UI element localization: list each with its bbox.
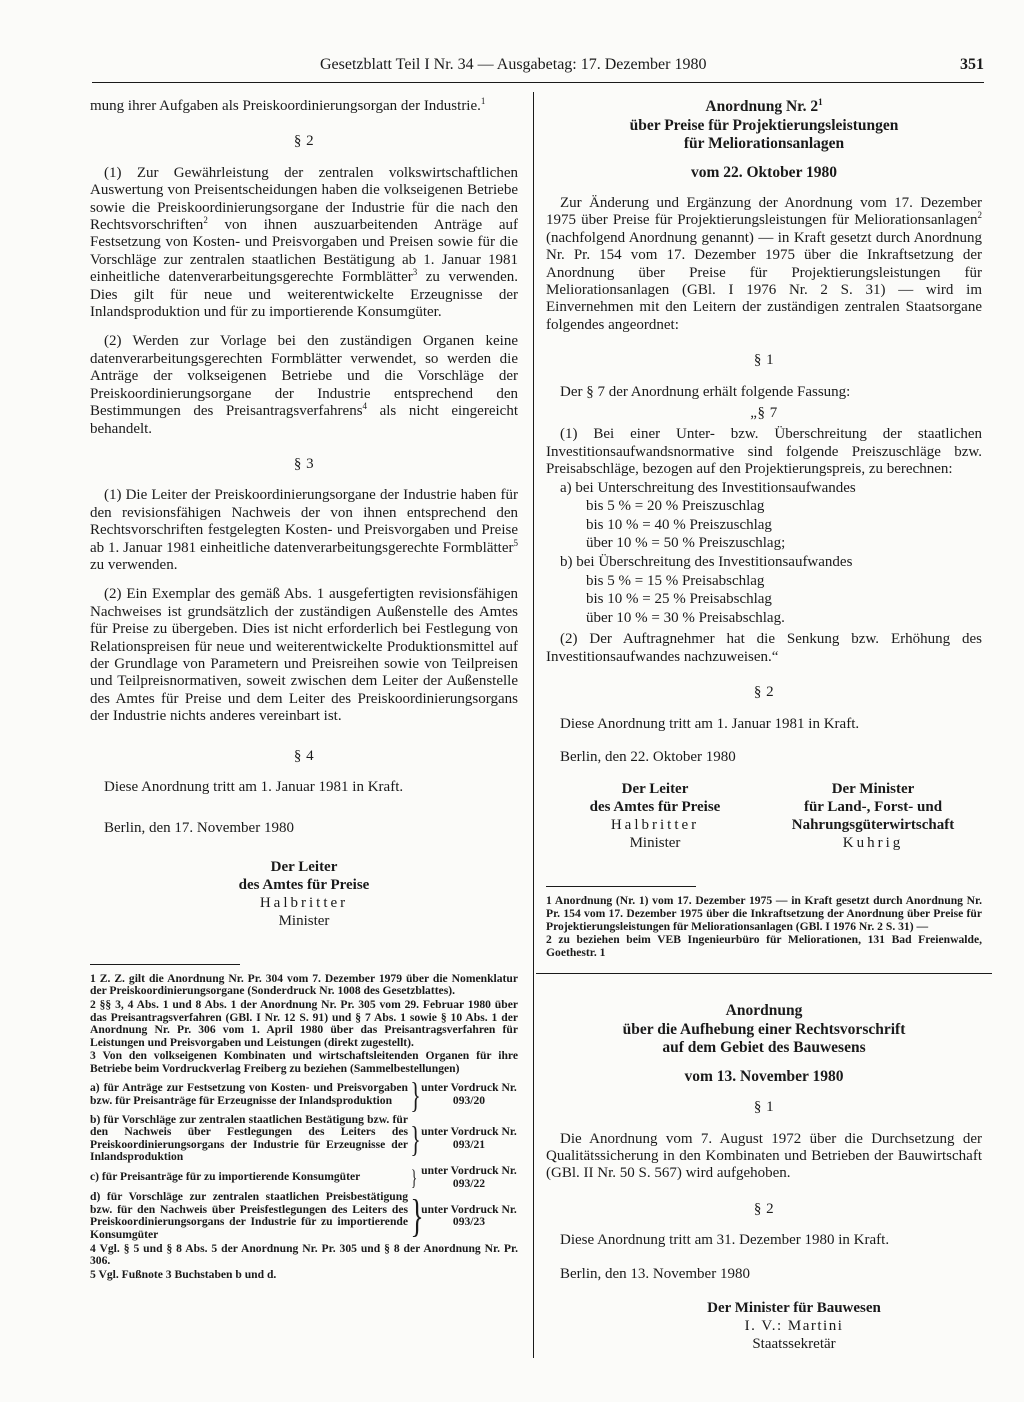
sig-line-1: Der Minister für Bauwesen [707, 1300, 881, 1317]
section-1-title: § 1 [753, 352, 775, 369]
text: Zur Änderung und Ergänzung der Anordnung vom 17. Dezember 1975 über Preise für Projektierungsleistungen für Meliorationsanlagen [546, 194, 982, 229]
sig-title: Minister [278, 912, 330, 929]
place-date: Berlin, den 17. November 1980 [104, 820, 294, 837]
sig-title: Minister [629, 835, 681, 852]
signature-block [546, 1299, 982, 1353]
footnote-ref: 5 [513, 537, 518, 548]
list-item: bis 5 % = 20 % Preiszuschlag [586, 498, 765, 515]
item-text: c) für Preisanträge für zu importierende Konsumgüter [90, 1170, 361, 1184]
signature-right [764, 780, 982, 852]
heading-line-3: auf dem Gebiet des Bauwesens [662, 1039, 866, 1057]
sig-name: I. V.: Martini [744, 1318, 844, 1335]
footnote-3-intro: 3 Von den volkseigenen Kombinaten und wirtschaftsleitenden Organen für ihre Betriebe beim Vordruckverlag Freiberg zu beziehen (Sammelbestellungen) [90, 1049, 518, 1075]
text: (1) Zur Gewährleistung der zentralen volkswirtschaftlichen Auswertung von Preisentscheidungen haben die volkseigenen Betriebe sowie die Preiskoordinierungsorgane der Industrie für die nach den Rechtsvorschriften [90, 164, 518, 234]
list-item: über 10 % = 50 % Preiszuschlag; [586, 535, 786, 552]
footnote-3-item [90, 1191, 518, 1241]
text: von ihnen auszuarbeitenden Anträge auf Festsetzung von Kosten- und Preisvorgaben und Preisen sowie für die Vorschläge zur zentralen staatlichen Bestätigung ab 1. Januar 1981 einheitliche datenverarbeitungsgerechte Formblätter [90, 217, 518, 286]
footnote-ref: 2 [977, 210, 982, 221]
signature-left [546, 780, 764, 852]
sig-line-1: Der Minister [831, 781, 915, 798]
footnote-ref: 2 [203, 215, 208, 226]
place-date: Berlin, den 22. Oktober 1980 [560, 748, 736, 765]
text: Anordnung Nr. 2 [705, 98, 819, 115]
sig-line-2: des Amtes für Preise [238, 876, 370, 893]
item-text: b) für Vorschläge zur zentralen staatlichen Bestätigung bzw. für den Nachweis über Festlegungen des Leiters des Preiskoordinierungsorgans der Industrie für Erzeugnisse der Inlandsproduktion [90, 1112, 408, 1164]
brace: } [410, 1190, 424, 1242]
footnote-ref: 4 [362, 401, 368, 412]
sig-name: Kuhrig [842, 835, 904, 852]
footnote-3-item [90, 1165, 518, 1190]
header-title: Gesetzblatt Teil I Nr. 34 — Ausgabetag: 17. Dezember 1980 [320, 56, 707, 73]
section-2-title: § 2 [753, 1200, 775, 1217]
section-3-para-1 [90, 487, 518, 574]
ordinance-1-intro [546, 195, 982, 334]
sig-line-2: für Land-, Forst- und [803, 799, 943, 816]
section-1-title: § 1 [753, 1099, 775, 1116]
running-header [92, 56, 984, 83]
list-item: bis 10 % = 25 % Preisabschlag [586, 591, 772, 608]
section-7-para-2: (2) Der Auftragnehmer hat die Senkung bzw. Erhöhung des Investitionsaufwandes nachzuweisen.“ [546, 631, 982, 665]
section-4-para: Diese Anordnung tritt am 1. Januar 1981 in Kraft. [104, 779, 404, 795]
footnote-3-item [90, 1114, 518, 1164]
list-item: b) bei Überschreitung des Investitionsaufwandes [560, 553, 853, 570]
text: zu verwenden. [90, 556, 178, 573]
right-column [546, 98, 982, 1353]
item-ref: unter Vordruck Nr. 093/21 [421, 1125, 517, 1151]
list-item: bis 10 % = 40 % Preiszuschlag [586, 516, 772, 533]
section-2-title: § 2 [293, 133, 315, 150]
brace: } [410, 1164, 418, 1190]
footnote-4: 4 Vgl. § 5 und § 8 Abs. 5 der Anordnung Nr. Pr. 305 und § 8 der Anordnung Nr. Pr. 306. [90, 1241, 518, 1268]
text: (2) Werden zur Vorlage bei den zuständigen Organen keine datenverarbeitungsgerechten Formblätter verwendet, so werden die Anträge der volkseigenen Betriebe und die Vorschläge der Preiskoordinierungsorgane der Industrie entsprechend den Bestimmungen des Preisantragsverfahrens [90, 333, 518, 420]
section-7-para-1: (1) Bei einer Unter- bzw. Überschreitung der staatlichen Investitionsaufwandsnormative sind folgende Preiszuschläge bzw. Preisabschläge, bezogen auf den Projektierungspreis, zu berechnen: [546, 426, 982, 478]
item-ref: unter Vordruck Nr. 093/20 [421, 1080, 517, 1107]
list-item: bis 5 % = 15 % Preisabschlag [586, 572, 765, 589]
item-ref: unter Vordruck Nr. 093/23 [421, 1202, 517, 1229]
section-2-title: § 2 [753, 684, 775, 701]
section-3-para-2: (2) Ein Exemplar des gemäß Abs. 1 ausgefertigten revisionsfähigen Nachweises ist grundsätzlich der zuständigen Außenstelle des Amtes für Preise zu übergeben. Dies ist nicht erforderlich bei Festlegung von Relationspreisen für neue und weiterentwickelte Produktionsmittel auf der Grundlage von Parametern und Preisreihen sowie von Teilpreisen und Teilpreisnormativen, soweit zwischen dem Leiter der Außenstelle des Amtes für Preise und dem Leiter des Preiskoordinierungsorgans der Industrie nichts anderes vereinbart ist. [90, 586, 518, 725]
ordinance-2-heading [546, 1002, 982, 1085]
footnote-ref: 3 [412, 267, 418, 278]
heading-line-2: über die Aufhebung einer Rechtsvorschrift [622, 1020, 906, 1038]
sig-line-1: Der Leiter [621, 781, 689, 798]
text: als nicht eingereicht behandelt. [90, 403, 518, 437]
sig-name: Halbritter [610, 817, 700, 834]
footnote-2: 2 §§ 3, 4 Abs. 1 und 8 Abs. 1 der Anordnung Nr. Pr. 305 vom 29. Februar 1980 über das Preisantragsverfahren (GBl. I Nr. 12 S. 91) und § 7 Abs. 1 sowie § 10 Abs. 1 der Anordnung Nr. Pr. 306 vom 1. April 1980 über das Preisantragsverfahren für Leistungen und Preisvorgaben und Leistungen (direkt zugestellt). [90, 998, 518, 1049]
text: (1) Die Leiter der Preiskoordinierungsorgane der Industrie haben für den revisionsfähigen Nachweis der von ihnen entsprechend den Rechtsvorschriften festgelegten Kosten- und Preisvorgaben und Preise ab 1. Januar 1981 einheitliche datenverarbeitungsgerechte Formblätter [90, 487, 518, 556]
item-ref: unter Vordruck Nr. 093/22 [421, 1163, 517, 1190]
heading-line-1: Anordnung [725, 1002, 803, 1020]
column-divider [533, 92, 534, 1358]
footnote-3-item [90, 1074, 518, 1115]
signature-block [90, 858, 518, 930]
footnote-2: 2 zu beziehen beim VEB Ingenieurbüro für Meliorationen, 131 Bad Freienwalde, Goethestr. 1 [546, 933, 982, 959]
left-column [90, 98, 518, 1282]
text: (nachfolgend Anordnung genannt) — in Kraft gesetzt durch Anordnung Nr. Pr. 154 vom 17. Dezember 1975 über die Inkraftsetzung der Anordnung über Preise für Projektierungsleistungen für Meliorationsanlagen (GBl. I 1976 Nr. 2 S. 31) — wird im Einvernehmen mit den Leitern der zuständigen zentralen Staatsorgane folgendes angeordnet: [546, 229, 982, 333]
intro-paragraph [90, 98, 518, 115]
sig-title: Staatssekretär [752, 1336, 836, 1353]
heading-line-3: für Meliorationsanlagen [683, 135, 845, 152]
footnote-rule [546, 886, 696, 887]
signature-blocks [546, 780, 982, 852]
section-separator [536, 973, 992, 974]
footnote-1: 1 Z. Z. gilt die Anordnung Nr. Pr. 304 vom 7. Dezember 1979 über die Nomenklatur der Preiskoordinierungsorgane (Sonderdruck Nr. 1008 des Gesetzblattes). [90, 971, 518, 998]
item-text: a) für Anträge zur Festsetzung von Kosten- und Preisvorgaben bzw. für Preisanträge für Erzeugnisse der Inlandsproduktion [90, 1080, 408, 1107]
footnotes [90, 973, 518, 1281]
list-item: über 10 % = 30 % Preisabschlag. [586, 609, 785, 626]
section-2-para: Diese Anordnung tritt am 1. Januar 1981 in Kraft. [560, 715, 860, 732]
footnote-ref: 1 [818, 96, 823, 107]
brace: } [410, 1118, 421, 1159]
place-date: Berlin, den 13. November 1980 [560, 1265, 750, 1282]
ordinance-1-heading [546, 98, 982, 181]
text: zu verwenden. Dies gilt für neue und weiterentwickelte Erzeugnisse der Inlandsproduktion und für zu importierende Konsumgüter. [90, 269, 518, 321]
footnote-rule [90, 964, 240, 965]
rate-list [546, 479, 982, 628]
sig-name: Halbritter [259, 894, 349, 911]
section-3-title: § 3 [293, 455, 315, 472]
section-1-para: Die Anordnung vom 7. August 1972 über die Durchsetzung der Qualitätssicherung in den Kombinaten und Betrieben der Bauwirtschaft (GBl. II Nr. 50 S. 567) wird aufgehoben. [546, 1130, 982, 1182]
section-2-para-2 [90, 333, 518, 437]
brace: } [410, 1074, 421, 1115]
section-4-title: § 4 [293, 747, 315, 764]
sig-line-3: Nahrungsgüterwirtschaft [791, 817, 955, 834]
footnote-5: 5 Vgl. Fußnote 3 Buchstaben b und d. [90, 1267, 277, 1281]
section-7-title: „§ 7 [750, 404, 778, 421]
list-item: a) bei Unterschreitung des Investitionsaufwandes [560, 479, 856, 496]
heading-date: vom 22. Oktober 1980 [690, 163, 838, 181]
footnote-1: 1 Anordnung (Nr. 1) vom 17. Dezember 1975 — in Kraft gesetzt durch Anordnung Nr. Pr. 154 vom 17. Dezember 1975 über die Inkraftsetzung der Anordnung über Preise für Projektierungsleistungen für Meliorationsanlagen (GBl. I 1976 Nr. 2 S. 31) — [546, 894, 982, 933]
footnotes [546, 895, 982, 959]
section-2-para-1 [90, 165, 518, 322]
heading-line-1 [546, 98, 982, 117]
heading-date: vom 13. November 1980 [684, 1067, 844, 1085]
page-number: 351 [960, 56, 984, 73]
intro-text: mung ihrer Aufgaben als Preiskoordinierungsorgan der Industrie. [90, 98, 481, 114]
item-text: d) für Vorschläge zur zentralen staatlichen Preisbestätigung bzw. für den Nachweis über Preisfestlegungen des Leiters des Preiskoordinierungsorgans der Industrie für zu importierende Konsumgüter [90, 1190, 408, 1241]
section-1-para: Der § 7 der Anordnung erhält folgende Fassung: [560, 383, 851, 400]
sig-line-2: des Amtes für Preise [589, 799, 721, 816]
section-2-para: Diese Anordnung tritt am 31. Dezember 1980 in Kraft. [560, 1232, 890, 1249]
footnote-ref: 1 [480, 96, 486, 106]
sig-line-1: Der Leiter [270, 858, 338, 875]
heading-line-2: über Preise für Projektierungsleistungen [629, 116, 899, 134]
